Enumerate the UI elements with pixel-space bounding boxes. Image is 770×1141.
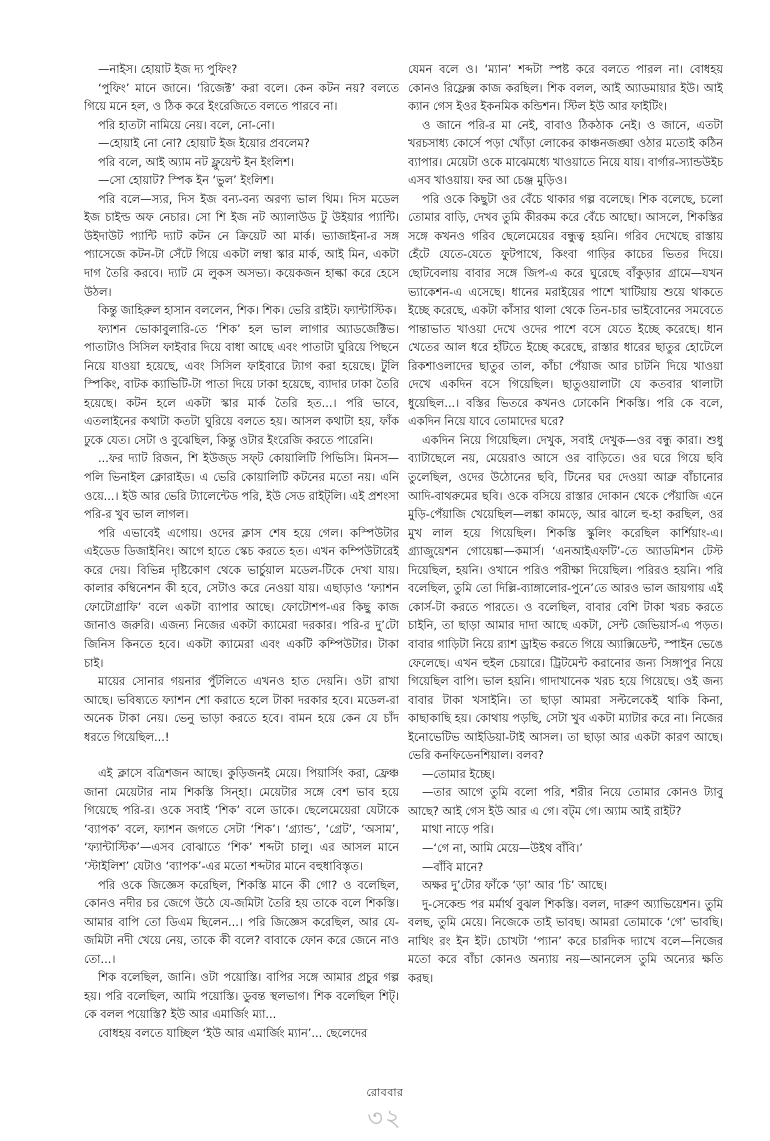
paragraph: কিন্তু জাহিরুল হাসান বললেন, শিক। শিক। ভেরি রাইট। ফ্যান্টাস্টিক। <box>98 303 397 318</box>
paragraph: পরি হাতটা নামিয়ে নেয়। বলে, নো-নো। <box>98 117 275 132</box>
paragraph: —তার আগে তুমি বলো পরি, শরীর নিয়ে তোমার কোনও ট্যাবু আছে? আই গেস ইউ আর এ গে। বট্‌ম গে। অ্যাম আই রাইট? <box>408 785 723 818</box>
paragraph: ফ্যাশন ভোকাবুলারি-তে ‘শিক’ হল ভাল লাগার অ্যাডজেক্টিভ। পাতাটাও সিসিল ফাইবার দিয়ে বাধা আছে এবং পাতাটা ঘুরিয়ে পিছনে নিয়ে যাওয়া হয়েছে, এবং সিসিল ফাইবারে ট্যাগ করা হয়েছে। টুলি স্পিকিং, বাটক ক্যাভিটি-টা পাতা দিয়ে ঢাকা হয়েছে, ব্যাদার ঢাকা তৈরি হয়েছে। কটন হলে একটা স্কার মার্ক তৈরি হত...। পরি ভাবে, এতলাইনের কথাটা কতটা ঘুরিয়ে বলতে হয়। আসল কথাটা হয়, ফাঁক ঢুকে যেত। সেটা ও বুঝেছিল, কিন্তু ওটার ইংরেজি করতে পারেনি। <box>84 321 399 447</box>
paragraph: —‘গে না, আমি মেয়ে—উইথ বাঁবি।’ <box>422 840 583 855</box>
right-text-column <box>408 60 723 1080</box>
paragraph: মায়ের সোনার গয়নার পুঁটলিতে এখনও হাত দেয়নি। ওটা রাখা আছে। ভবিষ্যতে ফ্যাশন শো করাতে হলে টাকা দরকার হবে। মডেল-রা অনেক টাকা নেয়। ভেনু ভাড়া করতে হবে। বামন হয়ে কেন যে চাঁদ ধরতে গিয়েছিল...! <box>84 674 399 744</box>
paragraph: বোধহয় বলতে যাচ্ছিল ‘ইউ আর এমার্জিং ম্যান’... ছেলেদের <box>98 1025 368 1040</box>
left-text-column <box>84 60 399 1080</box>
paragraph: যেমন বলে ও। ‘ম্যান’ শব্দটা স্পষ্ট করে বলতে পারল না। বোধহয় কোনও রিফ্লেক্স কাজ করছিল। শিক বলল, আই অ্যাডমায়ার ইউ। আই ক্যান গেস ইওর ইকনমিক কন্ডিশন। স্টিল ইউ আর ফাইটিং। <box>408 62 723 114</box>
paragraph: এই ক্লাসে বত্রিশজন আছে। কুড়িজনই মেয়ে। পিয়ার্সিং করা, ফ্রেঞ্চ জানা মেয়েটার নাম শিকস্তি সিন্‌হা। মেয়েটার সঙ্গে বেশ ভাব হয়ে গিয়েছে পরি-র। ওকে সবাই ‘শিক’ বলে ডাকে। ছেলেমেয়েরা যেটাকে ‘ব্যাপক’ বলে, ফ্যাশন জগতে সেটা ‘শিক’। ‘গ্র্যান্ড’, ‘গ্রেট’, ‘অসাম’, ‘ফ্যান্টাস্টিক’—এসব বোঝাতে ‘শিক’ শব্দটা চালু। এর আসল মানে ‘স্টাইলিশ’ যেটাও ‘ব্যাপক’-এর মতো শব্দটার মানে বহুধাবিস্তৃত। <box>84 766 399 873</box>
paragraph: পরি এভাবেই এগোয়। ওদের ক্লাস শেষ হয়ে গেল। কস্পিউটার এইডেড ডিজাইনিং। আগে হাতে স্কেচ করতে হত। এখন কম্পিউটারেই করে দেয়। বিভিন্ন দৃষ্টিকোণ থেকে ভার্চুয়াল মডেল-টিকে দেখা যায়। কালার কম্বিনেশন কী হবে, সেটাও করে নেওয়া যায়। এছাড়াও ‘ফ্যাশন ফোটোগ্রাফি’ বলে একটা ব্যাপার আছে। ফোটোশপ-এর কিছু কাজ জানাও জরুরি। এজন্য নিজের একটা ক্যামেরা দরকার। পরি-র দু’টো জিনিস কিনতে হবে। একটা ক্যামেরা এবং একটি কম্পিউটার। টাকা চাই। <box>84 525 399 670</box>
paragraph: মাথা নাড়ে পরি। <box>422 822 494 837</box>
paragraph: পরি বলে, আই অ্যাম নট ফ্লুয়েন্ট ইন ইংলিশ। <box>98 154 294 169</box>
paragraph: —সো হোয়াট? স্পিক ইন ‘ভুল’ ইংলিশ। <box>98 173 274 188</box>
paragraph: —হোয়াই নো নো? হোয়াট ইজ ইয়োর প্রবলেম? <box>98 136 310 151</box>
page-number: ৩২ <box>367 1104 403 1132</box>
paragraph: পরি ওকে জিজ্ঞেস করেছিল, শিকস্তি মানে কী গো? ও বলেছিল, কোনও নদীর চর জেগে উঠে যে-জমিটা তৈরি হয় তাকে বলে শিকস্তি। আমার বাপি তো ডিএম ছিলেন...। পরি জিজ্ঞেস করেছিল, আর যে-জমিটা নদী খেয়ে নেয়, তাকে কী বলে? বাবাকে ফোন করে জেনে নাও তো...। <box>84 877 399 966</box>
paragraph: শিক বলেছিল, জানি। ওটা পয়োস্তি। বাপির সঙ্গে আমার প্রচুর গল্প হয়। পরি বলেছিল, আমি পয়োস্তি। ডুবন্ত স্থলভাগ। শিক বলেছিল শিট্‌। কে বলল পয়োস্তি? ইউ আর এমার্জিং ম্যা... <box>84 970 399 1022</box>
paragraph: —নাইস। হোয়াট ইজ দ্য পুফিং? <box>98 62 238 76</box>
paragraph: —তোমার ইচ্ছে। <box>422 766 495 781</box>
paragraph: —বাঁবি মানে? <box>422 859 484 874</box>
paragraph: একদিন নিয়ে গিয়েছিল। দেখুক, সবাই দেখুক—ওর বন্ধু কারা। শুধু ব্যাটাছেলে নয়, মেয়েরাও আসে ওর বাড়িতে। ওর ঘরে গিয়ে ছবি তুলেছিল, ওদের উঠোনের ছবি, টিনের ঘর দেওয়া আব্রু বাঁচানোর আদি-বাথরুমের ছবি। ওকে বসিয়ে রাস্তার দোকান থেকে পেঁয়াজি এনে মুড়ি-পেঁয়াজি খেয়েছিল—লঙ্কা কামড়ে, আর ঝালে হু-হা করছিল, ওর মুখ লাল হয়ে গিয়েছিল। শিকস্তি স্কুলিং করেছিল কার্শিয়াং-এ। গ্র্যাজুয়েশন গোয়েঙ্কা—কমার্স। ‘এনআইএফটি’-তে অ্যাডমিশন টেস্ট দিয়েছিল, হয়নি। ওখানে পরিও পরীক্ষা দিয়েছিল। পরিরও হয়নি। পরি বলেছিল, তুমি তো দিল্লি-ব্যাঙ্গালোর-পুনে’তে আরও ভাল জায়গায় এই কোর্স-টা করতে পারতে। ও বলেছিল, বাবার বেশি টাকা খরচ করতে চাইনি, তা ছাড়া আমার দাদা আছে একটা, সেন্ট জেভিয়ার্স-এ পড়ত। বাবার গাড়িটা নিয়ে র‍্যাশ ড্রাইভ করতে গিয়ে অ্যাক্সিডেন্ট, স্পাইন ভেঙে ফেলেছে। এখন হুইল চেয়ারে। ট্রিটমেন্ট করানোর জন্য সিঙ্গাপুর নিয়ে গিয়েছিল বাপি। ভাল হয়নি। গাদাখানেক খরচ হয়ে গিয়েছে। ওই জন্য বাবার টাকা খসাইনি। তা ছাড়া আমরা সল্টলেকেই থাকি কিনা, কাছাকাছি হয়। কোথায় পড়ছি, সেটা খুব একটা ম্যাটার করে না। নিজের ইনোভেটিভ আইডিয়া-টাই আসল। তা ছাড়া আর একটা কারণ আছে। ভেরি কনফিডেনশিয়াল। বলব? <box>408 432 723 763</box>
paragraph: ও জানে পরি-র মা নেই, বাবাও ঠিকঠাক নেই। ও জানে, এতটা খরচসাধ্য কোর্সে পড়া খোঁড়া লোকের কাঞ্চনজঙ্ঘা ওঠার মতোই কঠিন ব্যাপার। মেয়েটা ওকে মাঝেমধ্যে খাওয়াতে নিয়ে যায়। বার্গার-স্যান্ডউইচ এসব খাওয়ায়। ফর আ চেঞ্জ মুড়িও। <box>408 117 723 188</box>
paragraph: অক্ষর দু’টোর ফাঁকে ‘ড়া’ আর ‘চি’ আছে। <box>422 878 607 893</box>
paragraph: পরি বলে—স্যর, দিস ইজ বন্য-বন্য অরণ্য ভাল থিম। দিস মডেল ইজ চাইল্ড অফ নেচার। সো শি ইজ নট অ্যালাউড টু উইয়ার প্যান্টি। উইদাউট প্যান্টি দ্যাট কটন নে ক্রিয়েট আ মার্ক। ভ্যাজাইনা-র সঙ্গ প্যাসেজে কটন-টা সেঁটে গিয়ে একটা লম্বা স্কার মার্ক, আই মিন, একটা দাগ তৈরি করবে। দ্যাট মে লুকস অসভ্য। কয়েকজন হাল্কা করে হেসে উঠল। <box>84 191 399 299</box>
paragraph: পরি ওকে কিছুটা ওর বেঁচে থাকার গল্প বলেছে। শিক বলেছে, চলো তোমার বাড়ি, দেখব তুমি কীরকম করে বেঁচে আছো। আসলে, শিকস্তির সঙ্গে কখনও গরিব ছেলেমেয়ের বন্ধুত্ব হয়নি। গরিব দেখেছে রাস্তায় হেঁটে যেতে-যেতে ফুটপাথে, কিংবা গাড়ির কাচের ভিতর দিয়ে। ছোটবেলায় বাবার সঙ্গে জিপ-এ করে ঘুরেছে বাঁকুড়ার গ্রামে—যখন ভ্যাকেশন-এ এসেছে। ধানের মরাইয়ের পাশে খাটিয়ায় শুয়ে থাকতে ইচ্ছে করেছে, একটা কাঁসার থালা থেকে তিন-চার ভাইবোনের সমবেতে পান্তাভাত খাওয়া দেখে ওদের পাশে বসে যেতে ইচ্ছে করেছে। ধান খেতের আল ধরে হাঁটতে ইচ্ছে করেছে, রাস্তার ধারের ছাতুর হোটেলে রিকশাওলাদের ছাতুর তাল, কাঁচা পেঁয়াজ আর চাটনি দিয়ে খাওয়া দেখে একদিন বসে গিয়েছিল। ছাতুওয়ালাটা যে কতবার থালাটা ধুয়েছিল...। বস্তির ভিতরে কখনও ঢোকেনি শিকস্তি। পরি কে বলে, একদিন নিয়ে যাবে তোমাদের ঘরে? <box>408 191 723 429</box>
paragraph: দু-সেকেন্ড পর মর্মার্থ বুঝল শিকস্তি। বলল, দারুণ অ্যাভিয়েশন। তুমি বলছ, তুমি মেয়ে। নিজেকে তাই ভাবছ। আমরা তোমাকে ‘গে’ ভাবছি। নাথিং রং ইন ইট। চোখটা ‘প্যান’ করে চারদিক দ্যাখে বলে—নিজের মতো করে বাঁচা কোনও অন্যায় নয়—আনলেস তুমি অন্যের ক্ষতি করছ। <box>408 896 723 985</box>
paragraph: ‘পুফিং’ মানে জানে। ‘রিজেক্ট’ করা বলে। কেন কটন নয়? বলতে গিয়ে মনে হল, ও ঠিক করে ইংরেজিতে বলতে পারবে না। <box>84 80 399 114</box>
paragraph: ...ফর দ্যাট রিজন, শি ইউজ্‌ড সফ্‌ট কোয়ালিটি পিভিসি। মিনস—পলি ভিনাইল ক্লোরাইড। এ ভেরি কোয়ালিটি কটনের মতো নয়। এনি ওয়ে...। ইউ আর ভেরি ট্যালেন্টেড পরি, ইউ সেড রাইট্‌লি। এই প্রশংসা পরি-র খুব ভাল লাগল। <box>84 451 399 522</box>
magazine-name: রোববার <box>366 1086 404 1099</box>
